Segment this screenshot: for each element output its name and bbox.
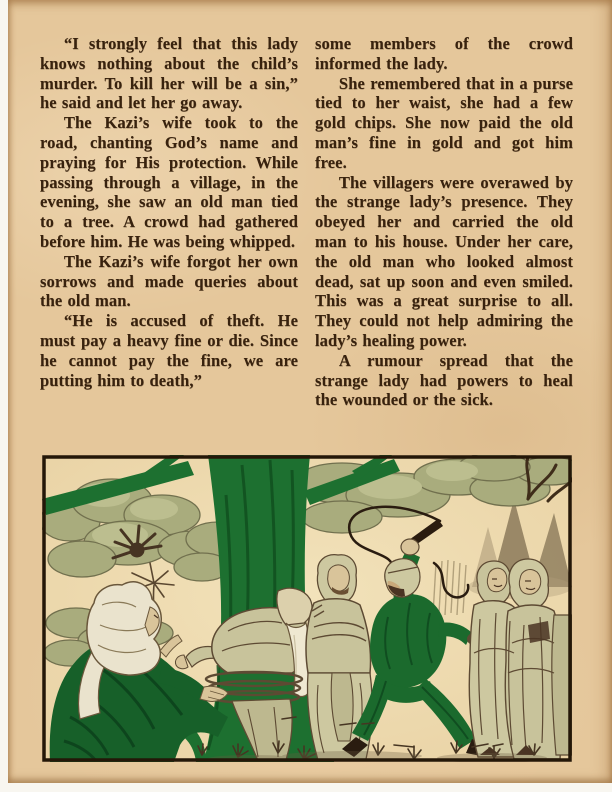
story-paragraph: The Kazi’s wife forgot her own sorrows and made queries about the old man. — [40, 251, 298, 311]
book-page — [8, 0, 612, 783]
story-paragraph: The Kazi’s wife took to the road, chanting God’s name and praying for His protection. While passing through a village, in the evening, she saw an old man tied to a tree. A crowd had gathered before him. He was being whipped. — [40, 113, 298, 251]
story-paragraph: She remembered that in a purse tied to her waist, she had a few gold chips. She now paid the old man’s fine in gold and got him free. — [315, 73, 573, 172]
story-paragraph: A rumour spread that the strange lady had powers to heal the wounded or the sick. — [315, 350, 573, 410]
text-column-left — [40, 34, 298, 390]
story-paragraph: “I strongly feel that this lady knows nothing about the child’s murder. To kill her will be a sin,” he said and let her go away. — [40, 34, 298, 113]
story-paragraph: “He is accused of theft. He must pay a heavy fine or die. Since he cannot pay the fine, we are putting him to death,” — [40, 311, 298, 390]
story-illustration — [42, 455, 572, 762]
story-paragraph: some members of the crowd informed the lady. — [315, 34, 573, 73]
text-column-right — [315, 34, 573, 410]
story-paragraph: The villagers were overawed by the strange lady’s presence. They obeyed her and carried the old man to his house. Under her care, the old man who looked almost dead, sat up soon and even smiled. This was a great surprise to all. They could not help admiring the lady’s healing power. — [315, 172, 573, 350]
